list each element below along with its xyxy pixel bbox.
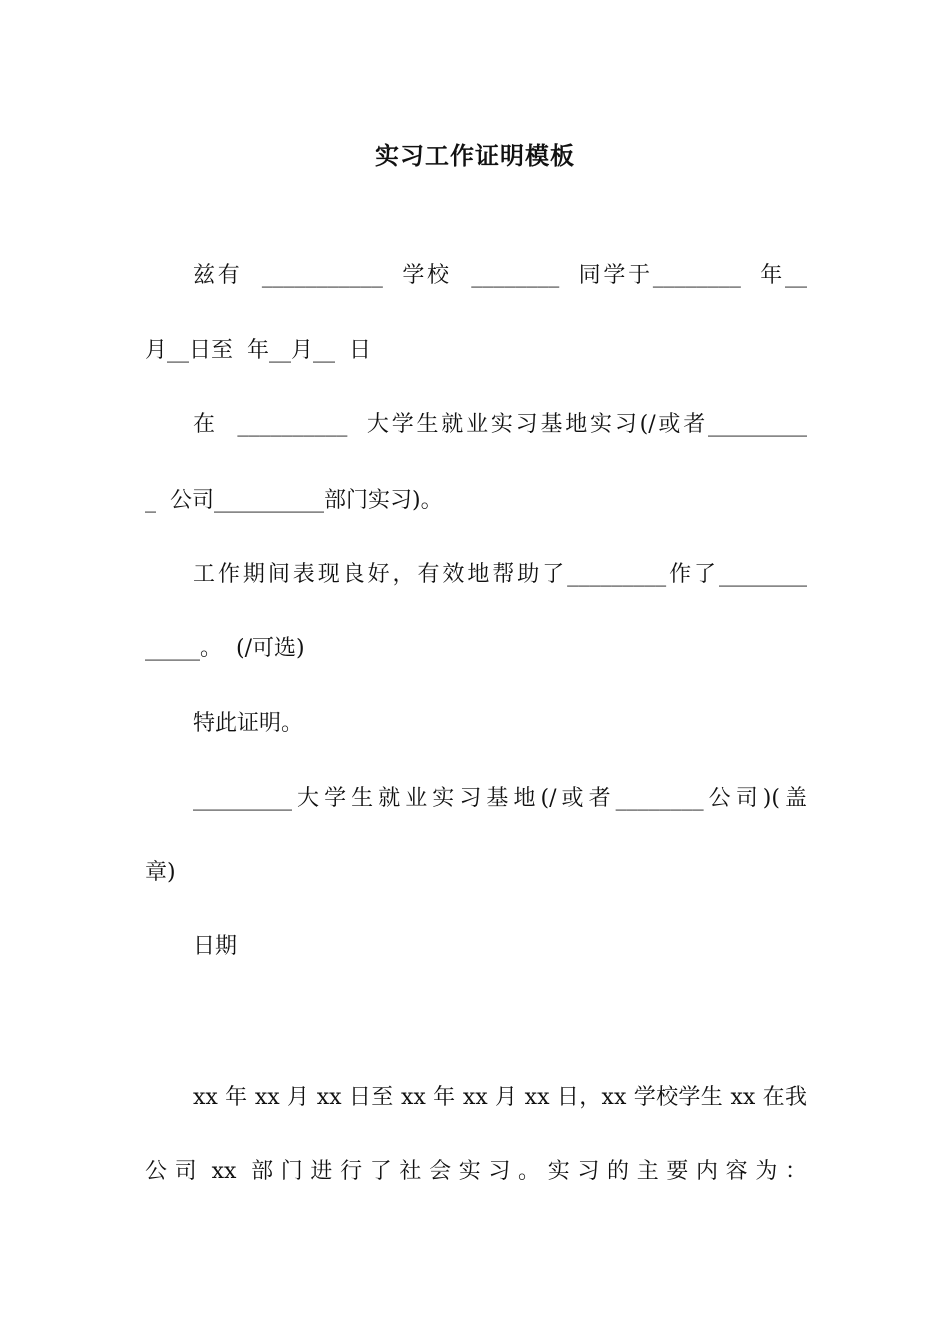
paragraph-line-7: 特此证明。 [193,711,304,736]
paragraph-line-4: _ 公司__________部门实习)。 [145,488,443,513]
paragraph-line-5: 工作期间表现良好，有效地帮助了_________作了________ [193,562,807,587]
paragraph-line-11: xx 年 xx 月 xx 日至 xx 年 xx 月 xx 日，xx 学校学生 xx 在我 [193,1085,807,1110]
document-title: 实习工作证明模板 [375,141,575,170]
paragraph-line-9: 章) [145,860,176,885]
paragraph-line-1: 兹有 ___________ 学校 ________ 同学于________ 年__ [193,263,807,288]
paragraph-line-12: 公 司 xx 部 门 进 行 了 社 会 实 习 。 实 习 的 主 要 内 容 为 ： [145,1159,807,1184]
paragraph-line-2: 月__日至 年__月__ 日 [145,338,371,363]
paragraph-line-3: 在 __________ 大学生就业实习基地实习(/或者_________ [193,412,807,437]
date-label: 日期 [193,934,238,959]
paragraph-line-8: _________大学生就业实习基地(/或者________公司)(盖 [193,786,807,811]
paragraph-line-6: _____。 (/可选) [145,636,305,661]
